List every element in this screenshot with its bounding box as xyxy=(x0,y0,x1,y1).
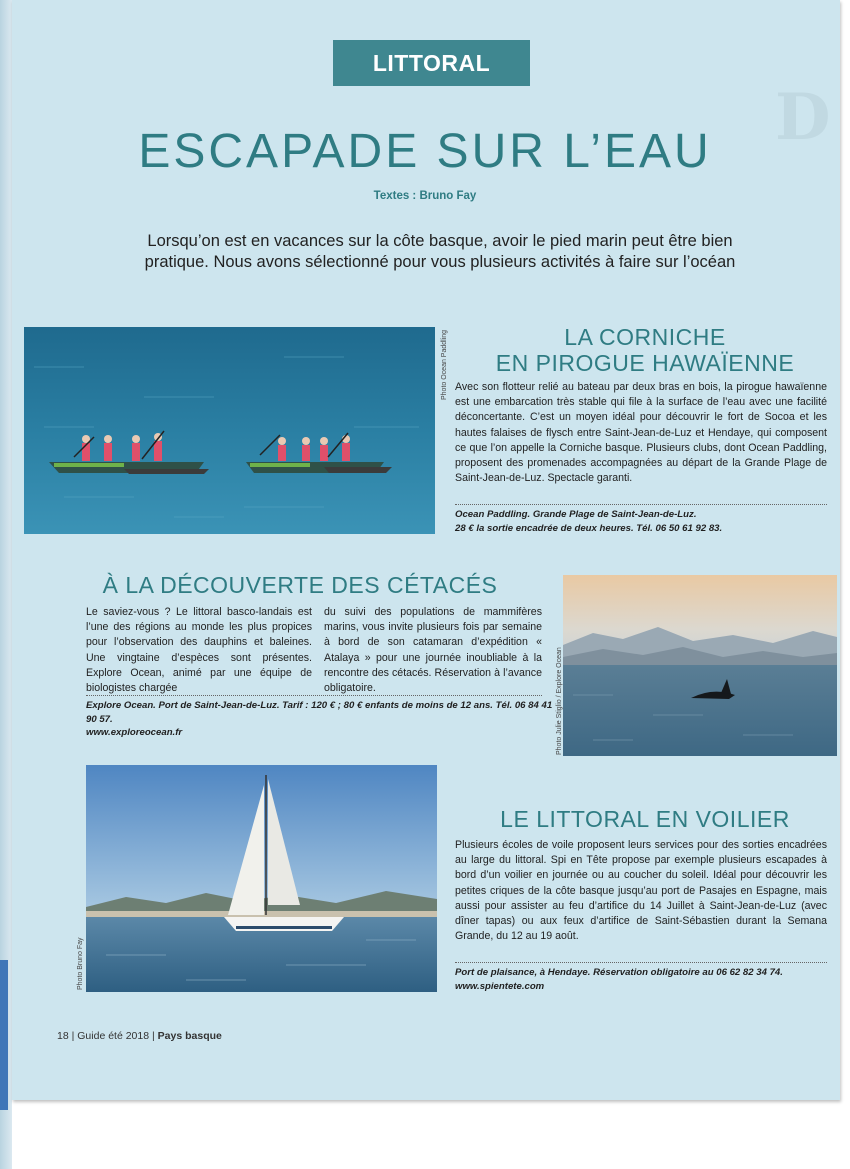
section-body-cetaces-col1: Le saviez-vous ? Le littoral basco-landais est l’une des régions au monde les plus propices pour l’observation des dauphins et baleines. Une vingtaine d’espèces sont présentes. Explore Ocean, animé par une équipe de biologistes chargée xyxy=(86,606,312,695)
bleed-through-letter: D xyxy=(775,80,831,155)
photo-credit-pirogue: Photo Ocean Paddling xyxy=(441,329,448,400)
info-pirogue-line1: Ocean Paddling. Grande Plage de Saint-Jean-de-Luz. xyxy=(455,509,697,520)
section-title-voilier: LE LITTORAL EN VOILIER xyxy=(500,806,790,832)
info-voilier-line1: Port de plaisance, à Hendaye. Réservation obligatoire au 06 62 82 34 74. xyxy=(455,967,783,978)
section-body-cetaces-col2: du suivi des populations de mammifères marins, vous invite plusieurs fois par semaine à bord de son catamaran d’expédition « Atalaya » pour une journée inoubliable à la rencontre des cétacés. Réservation à l’avance obligatoire. xyxy=(324,606,542,695)
photo-credit-orca: Photo Julie Stiglio / Explore Ocean xyxy=(556,647,563,755)
orca-illustration xyxy=(563,575,837,756)
photo-credit-sailboat: Photo Bruno Fay xyxy=(77,937,84,990)
orca-photo xyxy=(563,575,837,756)
info-voilier-line2: www.spientete.com xyxy=(455,980,545,992)
sailboat-illustration xyxy=(86,765,437,992)
page-edge-color-strip xyxy=(0,960,8,1110)
footer-region: Pays basque xyxy=(157,1030,222,1042)
section-title-cetaces: À LA DÉCOUVERTE DES CÉTACÉS xyxy=(102,572,498,598)
footer-separator: | xyxy=(71,1030,75,1042)
info-cetaces xyxy=(86,699,556,740)
section-body-pirogue: Avec son flotteur relié au bateau par deux bras en bois, la pirogue hawaïenne est une embarcation très stable qui file à la surface de l’eau avec une facilité déconcertante. C’est un moyen idéal pour découvrir le fort de Socoa et les hautes falaises de flysch entre Saint-Jean-de-Luz et Hendaye, qui composent ce que l’on appelle la Corniche basque. Plusieurs clubs, dont Ocean Paddling, proposent des promenades accompagnées au départ de la Grande Plage de Saint-Jean-de-Luz. Spectacle garanti. xyxy=(455,381,827,485)
sailboat-photo xyxy=(86,765,437,992)
info-pirogue-line2: 28 € la sortie encadrée de deux heures. Tél. 06 50 61 92 83. xyxy=(455,522,723,534)
footer-guide: Guide été 2018 xyxy=(77,1030,150,1042)
page-number: 18 xyxy=(57,1030,69,1042)
section-tag: LITTORAL xyxy=(333,40,530,86)
info-cetaces-line1: Explore Ocean. Port de Saint-Jean-de-Luz. Tarif : 120 € ; 80 € enfants de moins de 12 ans. Tél. 06 84 41 90 57. xyxy=(86,700,553,725)
footer-separator-2: | xyxy=(152,1030,155,1042)
section-title-pirogue-line2: EN PIROGUE HAWAÏENNE xyxy=(495,350,795,376)
page-footer xyxy=(57,1030,222,1042)
divider-cetaces xyxy=(86,695,542,696)
section-body-voilier: Plusieurs écoles de voile proposent leurs services pour des sorties encadrées au large du littoral. Spi en Tête propose par exemple plusieurs escapades à bord d’un voilier en journée ou au coucher du soleil. Idéal pour découvrir les petites criques de la côte basque jusqu’au port de Pasajes en Espagne, mais aussi pour assister au feu d’artifice du 14 Juillet à Saint-Jean-de-Luz (avec dîner tapas) ou aux feux d’artifice de Saint-Sébastien durant la Semana Grande, du 12 au 19 août. xyxy=(455,839,827,943)
article-title: ESCAPADE SUR L’EAU xyxy=(138,125,712,178)
info-cetaces-line2: www.exploreocean.fr xyxy=(86,727,183,738)
article-byline: Textes : Bruno Fay xyxy=(373,190,477,202)
pirogue-illustration xyxy=(24,327,435,534)
article-intro: Lorsqu’on est en vacances sur la côte basque, avoir le pied marin peut être bien pratique. Nous avons sélectionné pour vous plusieurs activités à faire sur l’océan xyxy=(144,232,736,271)
pirogue-photo xyxy=(24,327,435,534)
section-title-pirogue xyxy=(455,324,835,376)
section-title-pirogue-line1: LA CORNICHE xyxy=(564,324,726,350)
divider-pirogue xyxy=(455,504,827,505)
info-voilier xyxy=(455,966,835,993)
divider-voilier xyxy=(455,962,827,963)
info-pirogue xyxy=(455,508,835,535)
